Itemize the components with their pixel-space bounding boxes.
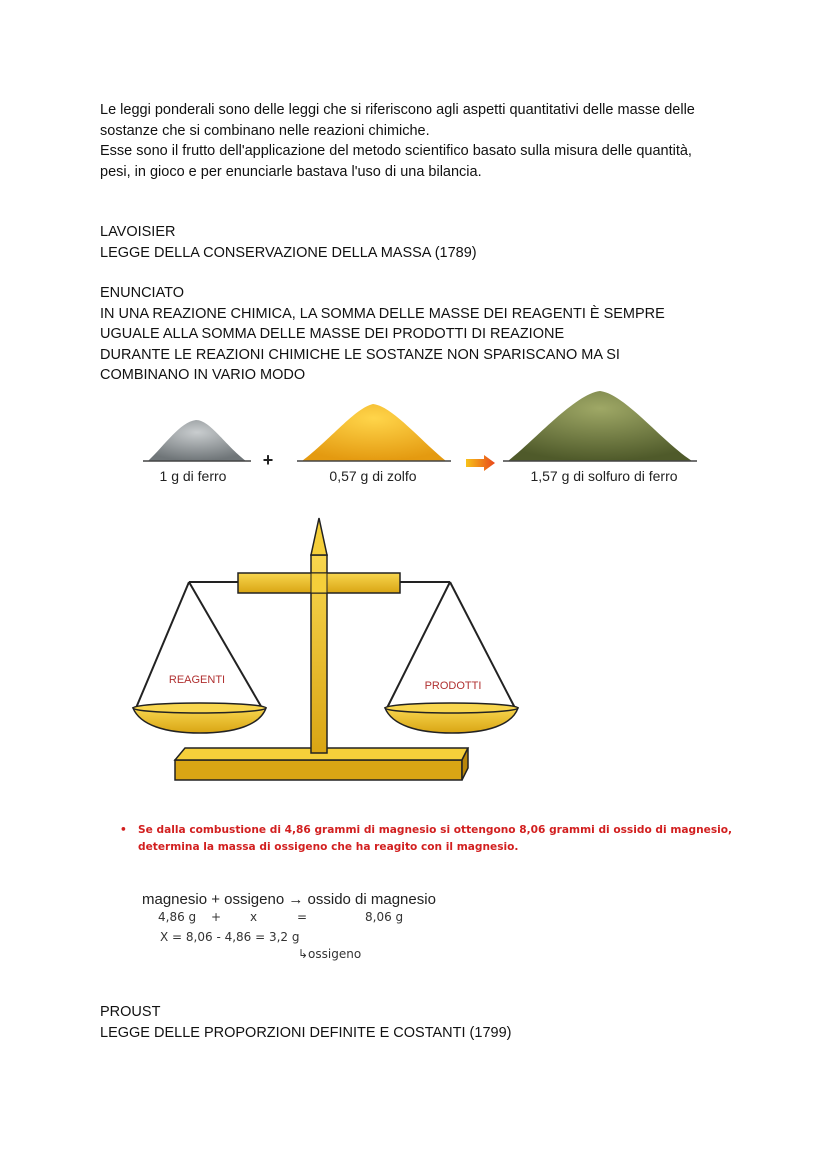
- sulfur-label: 0,57 g di zolfo: [329, 468, 417, 484]
- equation-text: magnesio + ossigeno → ossido di magnesio: [142, 891, 436, 908]
- row1-x: x: [250, 910, 258, 924]
- scientist-name: PROUST: [100, 1004, 161, 1020]
- iron-label: 1 g di ferro: [159, 468, 227, 484]
- statement-line: UGUALE ALLA SOMMA DELLE MASSE DEI PRODOTTI DI REAZIONE: [100, 326, 565, 342]
- product-pile: [508, 391, 692, 461]
- intro-line: pesi, in gioco e per enunciarle bastava l'uso di una bilancia.: [100, 163, 482, 180]
- intro-line: Le leggi ponderali sono delle leggi che si riferiscono agli aspetti quantitativi delle masse delle: [100, 102, 695, 118]
- exercise-block: [120, 822, 733, 856]
- exercise-line: Se dalla combustione di 4,86 grammi di magnesio si ottengono 8,06 grammi di ossido di magnesio,: [138, 824, 733, 836]
- row1-eq: =: [297, 910, 308, 924]
- balance-scale: [133, 518, 518, 780]
- plus-sign: +: [262, 450, 274, 470]
- calculation-line: X = 8,06 - 4,86 = 3,2 g: [160, 930, 300, 944]
- statement-line: DURANTE LE REAZIONI CHIMICHE LE SOSTANZE NON SPARISCANO MA SI: [100, 346, 620, 363]
- law-title: LEGGE DELLA CONSERVAZIONE DELLA MASSA (1789): [100, 244, 477, 261]
- statement-label: ENUNCIATO: [100, 285, 185, 301]
- sulfur-pile: [302, 404, 446, 461]
- reaction-arrow-icon: [466, 455, 495, 471]
- law-title: LEGGE DELLE PROPORZIONI DEFINITE E COSTANTI (1799): [100, 1024, 512, 1041]
- product-label: 1,57 g di solfuro di ferro: [530, 468, 678, 484]
- iron-pile: [148, 420, 246, 461]
- bullet-icon: •: [120, 824, 127, 836]
- product-mass: 8,06 g: [365, 910, 404, 924]
- exercise-line: determina la massa di ossigeno che ha reagito con il magnesio.: [138, 841, 519, 853]
- intro-line: sostanze che si combinano nelle reazioni chimiche.: [100, 122, 430, 139]
- left-pan-label: REAGENTI: [168, 674, 226, 686]
- right-pan-label: PRODOTTI: [424, 680, 482, 692]
- intro-line: Esse sono il frutto dell'applicazione del metodo scientifico basato sulla misura delle quantità,: [100, 143, 692, 159]
- row1-plus: +: [211, 910, 222, 924]
- statement-line: COMBINANO IN VARIO MODO: [100, 367, 306, 383]
- proust-section: [100, 1002, 511, 1043]
- oxygen-note: ↳ossigeno: [298, 947, 362, 961]
- scientist-name: LAVOISIER: [100, 224, 176, 240]
- mg-mass: 4,86 g: [158, 910, 197, 924]
- statement-line: IN UNA REAZIONE CHIMICA, LA SOMMA DELLE MASSE DEI REAGENTI È SEMPRE: [100, 305, 665, 322]
